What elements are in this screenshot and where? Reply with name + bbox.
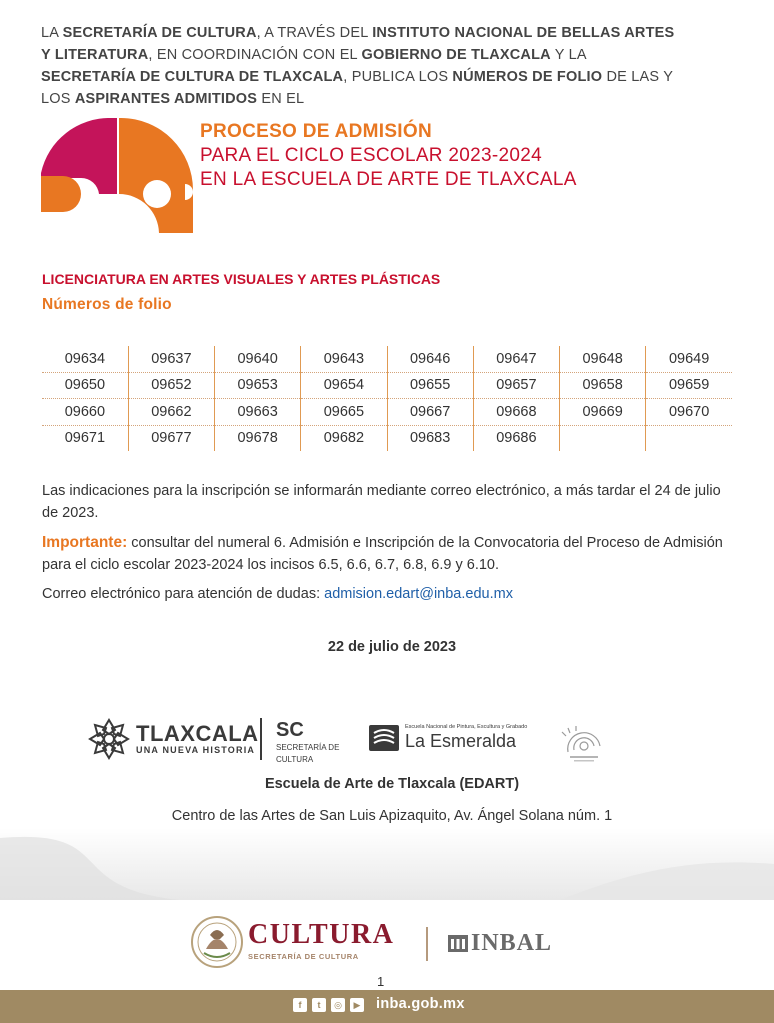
inbal-logo (447, 931, 552, 955)
twitter-icon[interactable]: t (312, 998, 326, 1012)
folio-cell (646, 425, 732, 451)
table-row (42, 425, 732, 451)
intro-bold: SECRETARÍA DE CULTURA DE TLAXCALA (41, 69, 344, 85)
important-text: consultar del numeral 6. Admisión e Inscripción de la Convocatoria del Proceso de Admisión para el ciclo escolar 2023-2024 los incisos 6.5, 6.6, 6.7, 6.8, 6.9 y 6.10. (42, 535, 723, 573)
tlaxcala-logo-subtext: UNA NUEVA HISTORIA (136, 745, 256, 755)
folio-cell: 09655 (387, 372, 473, 399)
publication-date: 22 de julio de 2023 (327, 639, 457, 655)
intro-bold: GOBIERNO DE TLAXCALA (361, 47, 551, 63)
folio-cell: 09667 (387, 399, 473, 426)
contact-label: Correo electrónico para atención de dudas: (42, 586, 325, 602)
logo-divider (260, 718, 262, 760)
intro-text: , A TRAVÉS DEL (256, 25, 373, 41)
registration-notice: Las indicaciones para la inscripción se informarán mediante correo electrónico, a más tardar el 24 de julio de 2023. (42, 483, 721, 521)
folio-cell: 09650 (42, 372, 128, 399)
intro-bold: NÚMEROS DE FOLIO (452, 69, 603, 85)
admission-graphic-icon (41, 118, 193, 233)
important-notice (42, 532, 734, 576)
folio-cell: 09659 (646, 372, 732, 399)
folio-section-title: Números de folio (42, 296, 172, 313)
folio-cell: 09649 (646, 346, 732, 372)
folio-cell (560, 425, 646, 451)
folio-table (42, 346, 732, 451)
intro-text: , PUBLICA LOS (343, 69, 453, 85)
folio-cell: 09648 (560, 346, 646, 372)
contact-line (42, 583, 734, 605)
page-number: 1 (377, 974, 385, 989)
folio-cell: 09647 (473, 346, 559, 372)
partner-logos (88, 714, 628, 766)
folio-cell: 09686 (473, 425, 559, 451)
heading-subtitle-2: EN LA ESCUELA DE ARTE DE TLAXCALA (200, 169, 577, 190)
inbal-logo-text: INBAL (471, 930, 553, 956)
table-row (42, 372, 732, 399)
intro-text: , EN COORDINACIÓN CON EL (148, 47, 362, 63)
tlaxcala-logo (88, 718, 259, 760)
intro-bold: ASPIRANTES ADMITIDOS (74, 91, 258, 107)
intro-text: DE LAS Y LOS (41, 69, 673, 107)
table-row (42, 346, 732, 372)
important-label: Importante: (42, 534, 128, 551)
program-title: LICENCIATURA EN ARTES VISUALES Y ARTES PLÁSTICAS (42, 271, 441, 287)
cultura-logo-subtext: SECRETARÍA DE CULTURA (248, 952, 359, 961)
folio-cell: 09660 (42, 399, 128, 426)
cultura-logo-text: CULTURA (248, 919, 395, 950)
intro-text: EN EL (257, 91, 305, 107)
contact-email-link[interactable]: admision.edart@inba.edu.mx (324, 586, 513, 602)
folio-cell: 09653 (215, 372, 301, 399)
edart-logo-icon (560, 724, 608, 764)
folio-cell: 09634 (42, 346, 128, 372)
la-esmeralda-icon (369, 725, 399, 751)
intro-paragraph (41, 22, 681, 110)
la-esmeralda-subtext: Escuela Nacional de Pintura, Escultura y Grabado (405, 724, 528, 730)
folio-cell: 09683 (387, 425, 473, 451)
folio-cell: 09640 (215, 346, 301, 372)
folio-cell: 09663 (215, 399, 301, 426)
folio-cell: 09637 (128, 346, 214, 372)
school-name: Escuela de Arte de Tlaxcala (EDART) (264, 776, 520, 792)
intro-bold: SECRETARÍA DE CULTURA (62, 25, 257, 41)
folio-cell: 09670 (646, 399, 732, 426)
folio-cell: 09654 (301, 372, 387, 399)
folio-cell: 09662 (128, 399, 214, 426)
folio-cell: 09643 (301, 346, 387, 372)
intro-text: LA (41, 25, 63, 41)
sc-logo-subtext-1: SECRETARÍA DE (276, 743, 340, 752)
la-esmeralda-text: La Esmeralda (405, 731, 517, 751)
folio-cell: 09657 (473, 372, 559, 399)
table-row (42, 399, 732, 426)
cultura-logo (248, 921, 394, 961)
heading-subtitle-1: PARA EL CICLO ESCOLAR 2023-2024 (200, 145, 542, 166)
tlaxcala-logo-text: TLAXCALA (136, 721, 259, 746)
intro-text: Y LA (550, 47, 586, 63)
instagram-icon[interactable]: ◎ (331, 998, 345, 1012)
inbal-building-icon (447, 933, 469, 953)
folio-cell: 09669 (560, 399, 646, 426)
address-line-1: Centro de las Artes de San Luis Apizaquito, Av. Ángel Solana núm. 1 (171, 808, 613, 824)
social-icons (293, 998, 364, 1012)
heading (200, 120, 760, 192)
folio-cell: 09652 (128, 372, 214, 399)
folio-cell: 09658 (560, 372, 646, 399)
sc-logo-subtext-2: CULTURA (276, 755, 314, 764)
background-wave (0, 828, 774, 900)
folio-cell: 09646 (387, 346, 473, 372)
la-esmeralda-logo (369, 724, 527, 751)
sc-logo-text: SC (276, 719, 304, 741)
folio-cell: 09668 (473, 399, 559, 426)
mexico-coat-of-arms-icon (190, 915, 244, 969)
folio-cell: 09665 (301, 399, 387, 426)
youtube-icon[interactable]: ▶ (350, 998, 364, 1012)
intro-bold: INSTITUTO NACIONAL DE BELLAS ARTES Y LITERATURA (41, 25, 675, 63)
folio-cell: 09677 (128, 425, 214, 451)
website-link[interactable]: inba.gob.mx (376, 996, 465, 1012)
heading-title: PROCESO DE ADMISIÓN (200, 121, 432, 142)
folio-cell: 09678 (215, 425, 301, 451)
folio-cell: 09671 (42, 425, 128, 451)
tlaxcala-flower-icon (88, 718, 130, 760)
facebook-icon[interactable]: f (293, 998, 307, 1012)
footer-logos (190, 915, 590, 973)
sc-logo (276, 720, 339, 764)
footer-divider (426, 927, 428, 961)
folio-cell: 09682 (301, 425, 387, 451)
